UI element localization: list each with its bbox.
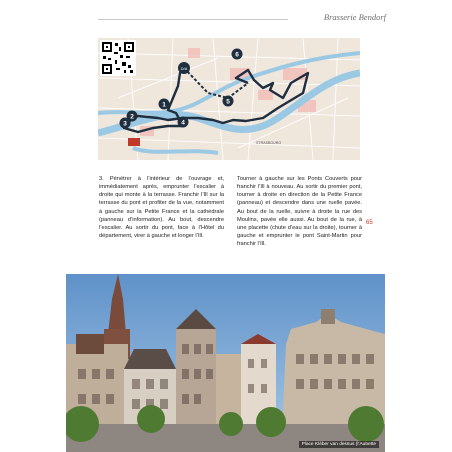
svg-text:3: 3 — [123, 120, 127, 128]
page-number: 65 — [366, 220, 373, 226]
running-header-title: Brasserie Bendorf — [323, 12, 386, 22]
marker-3 — [120, 118, 131, 129]
route-map — [98, 38, 360, 160]
place-kleber-photo — [66, 274, 385, 452]
instructions-right-column: Tourner à gauche sur les Ponts Couverts pour franchir l’Ill à nouveau. Au sortir du premier pont, tourner à droite en direction de la Petite France (panneau) et descendre dans une ruelle pavée. Au bout de la ruelle, suivre à droite la rue des Moulins, pavée elle aussi. Au bout de la rue, à une placette (chute d’eau sur la droite), tourner à gauche et emprunter le pont Saint-Martin pour franchir l’Ill. — [237, 176, 362, 248]
svg-text:6: 6 — [235, 51, 239, 59]
svg-text:D/A: D/A — [180, 66, 188, 71]
svg-text:5: 5 — [226, 98, 230, 106]
marker-1 — [159, 99, 170, 110]
marker-5 — [223, 96, 234, 107]
svg-text:4: 4 — [181, 119, 185, 127]
instructions-left-column: 3. Pénétrer à l’intérieur de l’ouvrage et, immédiatement après, emprunter l’escalier à droite qui monte à la terrasse. Franchir l’Ill sur la terrasse du pont et profiter de la vue, notamment à gauche sur la Petite France et la cathédrale (panneau d’information). Au bout, descendre l’escalier. Au sortir du pont, face à l’Hôtel du département, virer à gauche et longer l’Ill. — [99, 176, 224, 240]
map-district-label: STRASBOURG — [256, 141, 282, 145]
svg-text:1: 1 — [162, 101, 166, 109]
marker-6 — [232, 49, 243, 60]
qr-code — [100, 40, 136, 76]
marker-4 — [178, 117, 189, 128]
header-rule — [98, 19, 288, 20]
start-marker — [178, 62, 190, 74]
photo-credit: Place Kléber van dessus (l’Aubette — [299, 441, 379, 448]
svg-text:2: 2 — [130, 113, 134, 121]
